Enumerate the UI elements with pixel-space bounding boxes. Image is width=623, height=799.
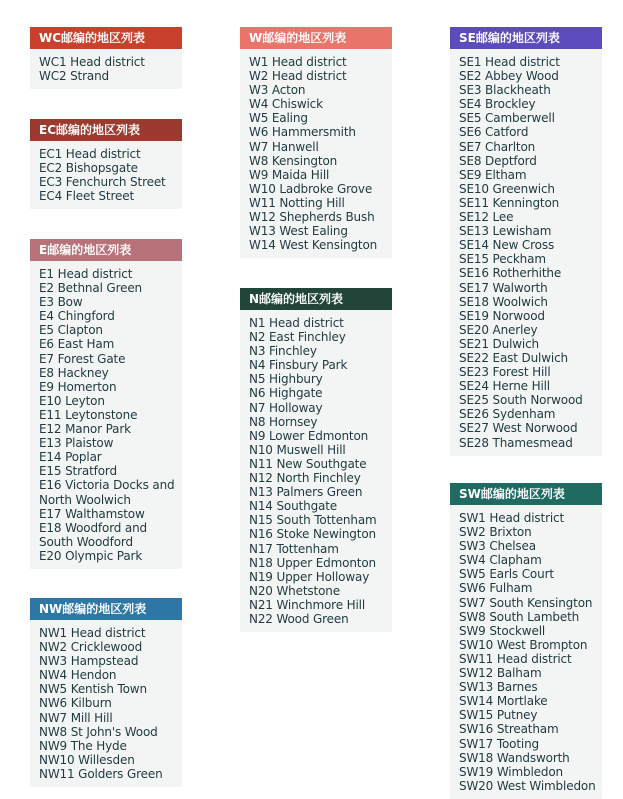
district-item: W6 Hammersmith (249, 125, 356, 140)
district-item: SW17 Tooting (459, 736, 540, 751)
district-item: W14 West Kensington (249, 238, 378, 253)
district-list (30, 620, 182, 787)
district-item: W10 Ladbroke Grove (249, 181, 373, 196)
district-item: SE2 Abbey Wood (459, 69, 559, 84)
district-item: E6 East Ham (39, 337, 115, 352)
district-item: E2 Bethnal Green (39, 281, 143, 296)
district-item: SE21 Dulwich (459, 336, 540, 351)
district-item: N7 Holloway (249, 400, 323, 415)
district-item: SE18 Woolwich (459, 294, 548, 309)
district-list (30, 141, 182, 209)
district-item: SW3 Chelsea (459, 539, 536, 554)
district-item: SE15 Peckham (459, 252, 546, 267)
card-title: SW邮编的地区列表 (450, 483, 602, 505)
district-item: E13 Plaistow (39, 436, 114, 451)
district-item: N19 Upper Holloway (249, 569, 370, 584)
district-item: SE5 Camberwell (459, 111, 555, 126)
district-item: N14 Southgate (249, 499, 338, 514)
district-item: SE6 Catford (459, 125, 529, 140)
card-title: E邮编的地区列表 (30, 239, 182, 261)
card-title: EC邮编的地区列表 (30, 119, 182, 141)
district-item: SW6 Fulham (459, 581, 533, 596)
district-item: E18 Woodford and South Woodford (39, 520, 148, 549)
district-item: NW6 Kilburn (39, 696, 112, 711)
district-item: N10 Muswell Hill (249, 442, 346, 457)
district-item: SE16 Rotherhithe (459, 266, 562, 281)
district-item: SE25 South Norwood (459, 393, 583, 408)
card-w (240, 27, 392, 258)
district-item: WC1 Head district (39, 55, 145, 69)
district-item: N17 Tottenham (249, 541, 339, 556)
district-item: W13 West Ealing (249, 224, 348, 239)
district-item: N20 Whetstone (249, 583, 340, 598)
district-item: W8 Kensington (249, 153, 338, 168)
district-item: N11 New Southgate (249, 456, 367, 471)
district-item: N3 Finchley (249, 344, 317, 359)
district-item: SE9 Eltham (459, 167, 527, 182)
district-item: SE17 Walworth (459, 280, 548, 295)
district-item: W9 Maida Hill (249, 167, 330, 182)
district-item: W12 Shepherds Bush (249, 210, 375, 225)
district-item: EC1 Head district (39, 147, 141, 161)
district-item: EC4 Fleet Street (39, 189, 134, 204)
card-wc (30, 27, 182, 89)
district-item: W1 Head district (249, 55, 347, 69)
district-item: SW20 West Wimbledon (459, 778, 596, 793)
district-item: SE22 East Dulwich (459, 350, 568, 365)
district-item: EC2 Bishopsgate (39, 161, 138, 176)
district-item: E7 Forest Gate (39, 351, 126, 366)
district-item: E11 Leytonstone (39, 407, 138, 422)
district-item: SW15 Putney (459, 708, 538, 723)
district-item: E8 Hackney (39, 365, 109, 380)
district-item: NW11 Golders Green (39, 766, 163, 781)
card-e (30, 239, 182, 569)
district-item: SE23 Forest Hill (459, 365, 551, 380)
district-item: E9 Homerton (39, 379, 117, 394)
district-item: SW9 Stockwell (459, 623, 546, 638)
district-list (450, 49, 602, 456)
card-title: N邮编的地区列表 (240, 288, 392, 310)
card-title: SE邮编的地区列表 (450, 27, 602, 49)
district-item: SW18 Wandsworth (459, 750, 570, 765)
district-item: E4 Chingford (39, 309, 115, 324)
district-item: NW3 Hampstead (39, 654, 139, 669)
district-item: SE20 Anerley (459, 322, 538, 337)
district-list (30, 49, 182, 89)
district-item: SE19 Norwood (459, 308, 545, 323)
district-item: E20 Olympic Park (39, 548, 143, 563)
district-item: EC3 Fenchurch Street (39, 175, 166, 190)
district-item: SE3 Blackheath (459, 83, 551, 98)
district-item: SW1 Head district (459, 511, 565, 525)
district-item: SE27 West Norwood (459, 421, 578, 436)
district-item: SW8 South Lambeth (459, 609, 580, 624)
district-item: W2 Head district (249, 69, 347, 84)
card-title: WC邮编的地区列表 (30, 27, 182, 49)
district-item: W11 Notting Hill (249, 195, 345, 210)
card-se (450, 27, 602, 456)
district-item: W7 Hanwell (249, 139, 319, 154)
district-item: N16 Stoke Newington (249, 527, 376, 542)
district-item: N4 Finsbury Park (249, 358, 348, 373)
district-item: E10 Leyton (39, 393, 105, 408)
district-item: N22 Wood Green (249, 611, 349, 626)
district-item: SE10 Greenwich (459, 181, 555, 196)
district-item: E16 Victoria Docks and North Woolwich (39, 478, 175, 507)
district-item: E17 Walthamstow (39, 506, 145, 521)
district-item: N8 Hornsey (249, 414, 318, 429)
district-item: E5 Clapton (39, 323, 103, 338)
district-item: NW8 St John's Wood (39, 724, 158, 739)
district-item: N12 North Finchley (249, 471, 361, 486)
district-item: E1 Head district (39, 267, 133, 281)
district-item: N18 Upper Edmonton (249, 555, 376, 570)
district-item: SE1 Head district (459, 55, 560, 69)
district-item: SE28 Thamesmead (459, 435, 573, 450)
district-item: E14 Poplar (39, 450, 102, 465)
district-item: E15 Stratford (39, 464, 117, 479)
district-item: SE13 Lewisham (459, 224, 552, 239)
district-item: N15 South Tottenham (249, 513, 377, 528)
district-item: N2 East Finchley (249, 330, 346, 345)
district-item: N6 Highgate (249, 386, 323, 401)
district-item: SW5 Earls Court (459, 567, 554, 582)
district-item: N5 Highbury (249, 372, 323, 387)
district-item: W4 Chiswick (249, 97, 323, 112)
district-item: NW4 Hendon (39, 668, 117, 683)
district-item: SW2 Brixton (459, 525, 532, 540)
district-item: W3 Acton (249, 83, 306, 98)
district-item: SW11 Head district (459, 651, 572, 666)
card-sw (450, 483, 602, 799)
card-nw (30, 598, 182, 787)
district-item: NW7 Mill Hill (39, 710, 113, 725)
district-item: N1 Head district (249, 316, 344, 330)
district-item: SE24 Herne Hill (459, 379, 550, 394)
district-list (240, 49, 392, 258)
district-item: N13 Palmers Green (249, 485, 363, 500)
district-item: NW5 Kentish Town (39, 682, 147, 697)
district-item: SE8 Deptford (459, 153, 537, 168)
card-title: NW邮编的地区列表 (30, 598, 182, 620)
district-item: SE26 Sydenham (459, 407, 556, 422)
district-item: NW10 Willesden (39, 752, 135, 767)
district-item: SE7 Charlton (459, 139, 536, 154)
district-list (30, 261, 182, 569)
district-item: NW2 Cricklewood (39, 640, 143, 655)
district-item: SW4 Clapham (459, 553, 542, 568)
district-item: SE12 Lee (459, 210, 514, 225)
district-item: SW19 Wimbledon (459, 764, 563, 779)
district-item: SW7 South Kensington (459, 595, 593, 610)
district-item: WC2 Strand (39, 69, 110, 84)
district-item: SE4 Brockley (459, 97, 536, 112)
district-item: N21 Winchmore Hill (249, 597, 366, 612)
district-item: SW16 Streatham (459, 722, 559, 737)
card-ec (30, 119, 182, 209)
district-item: N9 Lower Edmonton (249, 428, 369, 443)
district-item: SW12 Balham (459, 666, 542, 681)
district-item: SW13 Barnes (459, 680, 538, 695)
district-item: SW10 West Brompton (459, 637, 588, 652)
card-n (240, 288, 392, 632)
district-item: E3 Bow (39, 295, 83, 310)
district-item: NW9 The Hyde (39, 738, 127, 753)
district-item: SE14 New Cross (459, 238, 555, 253)
card-title: W邮编的地区列表 (240, 27, 392, 49)
district-item: W5 Ealing (249, 111, 308, 126)
district-item: SE11 Kennington (459, 195, 560, 210)
district-item: SW14 Mortlake (459, 694, 548, 709)
district-item: NW1 Head district (39, 626, 146, 640)
district-list (450, 505, 602, 799)
district-item: E12 Manor Park (39, 422, 131, 437)
district-list (240, 310, 392, 632)
